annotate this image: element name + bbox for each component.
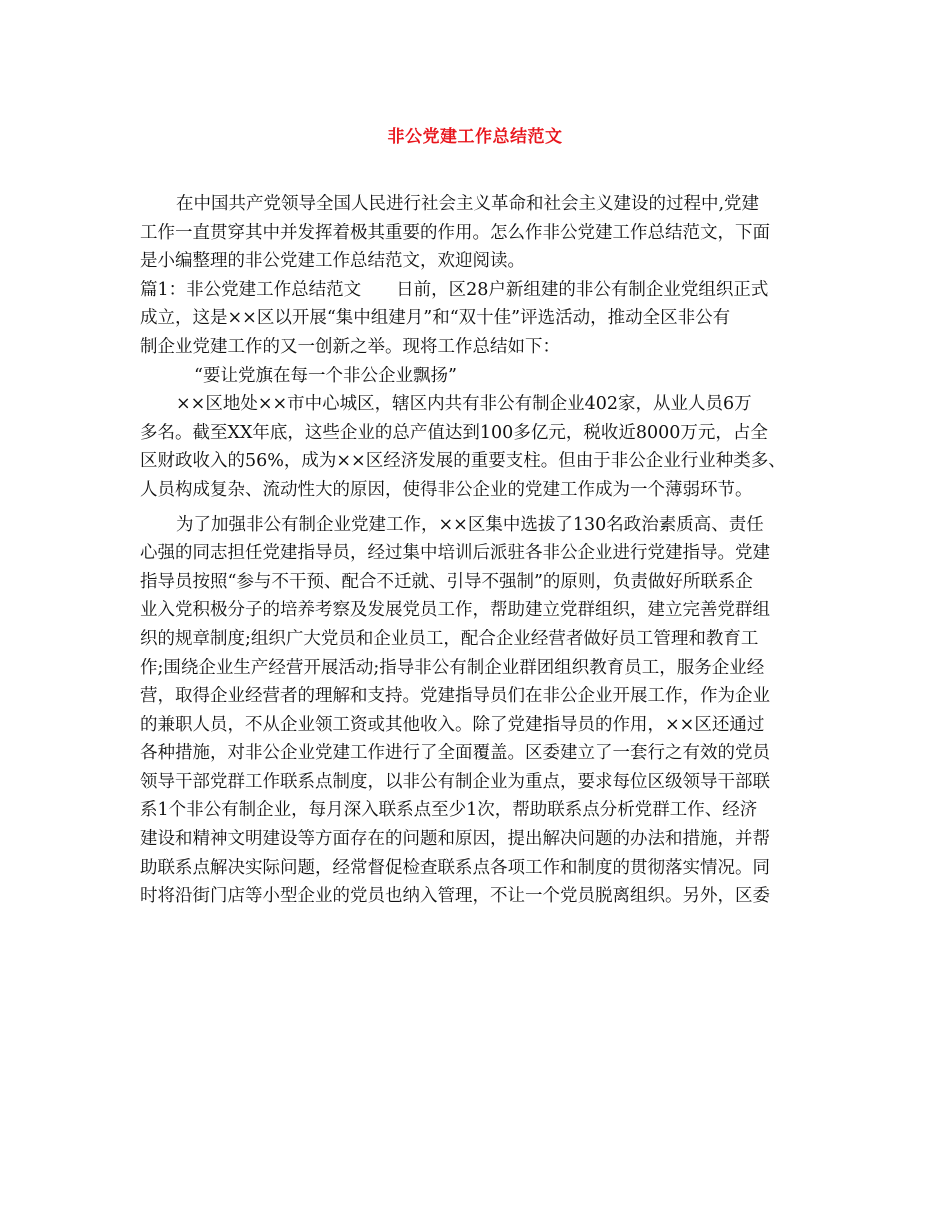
section-heading: “要让党旗在每一个非公企业飘扬”: [194, 365, 457, 386]
document-title: 非公党建工作总结范文: [387, 127, 563, 147]
text-line: 为了加强非公有制企业党建工作，××区集中选拔了130名政治素质高、责任: [176, 514, 764, 535]
text-line: 作;围绕企业生产经营开展活动;指导非公有制企业群团组织教育员工，服务企业经: [140, 657, 765, 678]
text-line: 时将沿街门店等小型企业的党员也纳入管理，不让一个党员脱离组织。另外，区委: [140, 886, 770, 907]
text-line: ××区地处××市中心城区，辖区内共有非公有制企业402家，从业人员6万: [176, 394, 752, 415]
text-line: 指导员按照“参与不干预、配合不迁就、引导不强制”的原则，负责做好所联系企: [140, 571, 753, 592]
text-line: 系1个非公有制企业，每月深入联系点至少1次，帮助联系点分析党群工作、经济: [140, 800, 758, 821]
text-line: 织的规章制度;组织广大党员和企业员工，配合企业经营者做好员工管理和教育工: [140, 628, 759, 649]
text-line: 在中国共产党领导全国人民进行社会主义革命和社会主义建设的过程中,党建: [176, 194, 760, 214]
document-body: [140, 190, 815, 911]
text-line: 篇1：非公党建工作总结范文 日前，区28户新组建的非公有制企业党组织正式: [140, 279, 769, 300]
text-line: 多名。截至XX年底，这些企业的总产值达到100多亿元，税收近8000万元，占全: [140, 422, 768, 443]
text-line: 成立，这是××区以开展“集中组建月”和“双十佳”评选活动，推动全区非公有: [140, 308, 731, 329]
text-line: 心强的同志担任党建指导员，经过集中培训后派驻各非公企业进行党建指导。党建: [140, 543, 770, 564]
text-line: 制企业党建工作的又一创新之举。现将工作总结如下：: [140, 336, 560, 357]
text-line: 建设和精神文明建设等方面存在的问题和原因，提出解决问题的办法和措施，并帮: [140, 829, 770, 850]
text-line: 工作一直贯穿其中并发挥着极其重要的作用。怎么作非公党建工作总结范文，下面: [140, 222, 770, 243]
text-line: 业入党积极分子的培养考察及发展党员工作，帮助建立党群组织，建立完善党群组: [140, 600, 770, 621]
text-line: 营，取得企业经营者的理解和支持。党建指导员们在非公企业开展工作，作为企业: [140, 686, 770, 707]
text-line: 区财政收入的56%，成为××区经济发展的重要支柱。但由于非公企业行业种类多、: [140, 451, 786, 472]
text-line: 的兼职人员，不从企业领工资或其他收入。除了党建指导员的作用，××区还通过: [140, 714, 765, 735]
text-line: 是小编整理的非公党建工作总结范文，欢迎阅读。: [140, 251, 525, 272]
text-line: 人员构成复杂、流动性大的原因，使得非公企业的党建工作成为一个薄弱环节。: [140, 479, 753, 500]
text-line: 领导干部党群工作联系点制度，以非公有制企业为重点，要求每位区级领导干部联: [140, 771, 770, 792]
text-line: 助联系点解决实际问题，经常督促检查联系点各项工作和制度的贯彻落实情况。同: [140, 857, 770, 878]
text-line: 各种措施，对非公企业党建工作进行了全面覆盖。区委建立了一套行之有效的党员: [140, 743, 770, 764]
